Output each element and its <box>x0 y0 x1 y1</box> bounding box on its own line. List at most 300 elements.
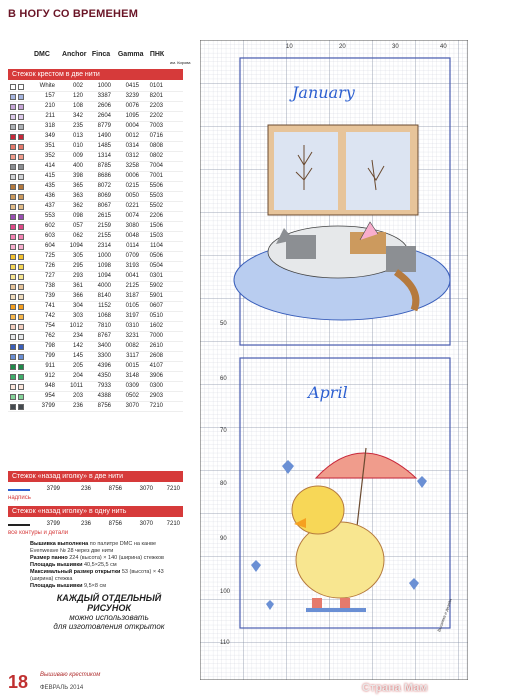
cell-gamma: 0050 <box>125 193 139 199</box>
cell-pnk: 5901 <box>149 293 163 299</box>
symbol-swatch <box>8 172 34 181</box>
cell-gamma: 0415 <box>125 83 139 89</box>
cell-pnk: 1503 <box>149 233 163 239</box>
cell-anchor: 366 <box>72 293 83 299</box>
callout-line4: для изготовления открыток <box>53 622 165 631</box>
cell-pnk: 0607 <box>149 303 163 309</box>
cell-pnk: 0506 <box>149 253 163 259</box>
cell-pnk: 0510 <box>149 313 163 319</box>
cell-finca: 4000 <box>97 283 111 289</box>
bs2-gamma: 3070 <box>139 486 153 492</box>
cell-finca: 8756 <box>97 403 111 409</box>
color-swatch <box>18 114 24 120</box>
bs2-anchor: 236 <box>80 486 91 492</box>
color-swatch <box>18 164 24 170</box>
color-swatch <box>18 264 24 270</box>
bs1-anchor: 236 <box>80 521 91 527</box>
symbol-swatch <box>8 382 34 391</box>
cell-dmc: 349 <box>44 133 55 139</box>
cell-pnk: 1506 <box>149 223 163 229</box>
cell-dmc: 352 <box>44 153 55 159</box>
cell-finca: 8069 <box>97 193 111 199</box>
cell-gamma: 3258 <box>125 163 139 169</box>
color-swatch <box>18 184 24 190</box>
cell-dmc: 948 <box>44 383 55 389</box>
cell-dmc: 437 <box>44 203 55 209</box>
cell-gamma: 0004 <box>125 123 139 129</box>
symbol-swatch <box>8 252 34 261</box>
cell-dmc: 318 <box>44 123 55 129</box>
bs2-dmc: 3799 <box>46 486 60 492</box>
info-line: Вышивка выполнена по палитре DMC на канве Evenweave № 28 через две нити <box>30 541 157 554</box>
cell-dmc: 414 <box>44 163 55 169</box>
cell-anchor: 234 <box>72 333 83 339</box>
cell-anchor: 062 <box>72 233 83 239</box>
watermark-logo: Страна Мам <box>362 682 428 694</box>
cell-anchor: 363 <box>72 193 83 199</box>
color-key-row <box>8 132 183 142</box>
bs2-note: надпись <box>8 495 31 501</box>
cell-pnk: 0716 <box>149 133 163 139</box>
cell-dmc: 351 <box>44 143 55 149</box>
cell-gamma: 0076 <box>125 103 139 109</box>
cell-pnk: 8201 <box>149 93 163 99</box>
color-swatch <box>10 144 16 150</box>
color-swatch <box>18 194 24 200</box>
col-dmc: DMC <box>34 51 50 58</box>
color-swatch <box>10 214 16 220</box>
color-swatch <box>18 384 24 390</box>
cell-anchor: 362 <box>72 203 83 209</box>
color-swatch <box>10 84 16 90</box>
symbol-swatch <box>8 342 34 351</box>
color-key-row <box>8 92 183 102</box>
color-key-row <box>8 222 183 232</box>
window-illustration <box>268 125 418 215</box>
color-swatch <box>10 304 16 310</box>
cell-anchor: 235 <box>72 123 83 129</box>
color-swatch <box>18 94 24 100</box>
cell-dmc: 799 <box>44 353 55 359</box>
color-swatch <box>18 84 24 90</box>
bs1-finca: 8756 <box>108 521 122 527</box>
color-swatch <box>18 144 24 150</box>
color-swatch <box>10 324 16 330</box>
cell-dmc: 912 <box>44 373 55 379</box>
symbol-swatch <box>8 332 34 341</box>
symbol-swatch <box>8 212 34 221</box>
color-swatch <box>10 164 16 170</box>
column-headers <box>34 51 174 58</box>
col-gamma: Gamma <box>117 51 144 58</box>
color-swatch <box>18 284 24 290</box>
backstitch-dark-line <box>8 524 30 526</box>
cell-finca: 8140 <box>97 293 111 299</box>
section-backstitch2-header: Стежок «назад иголку» в две нити <box>8 471 183 482</box>
section-backstitch1-header: Стежок «назад иголку» в одну нить <box>8 506 183 517</box>
cell-finca: 2155 <box>97 233 111 239</box>
cell-finca: 2604 <box>97 113 111 119</box>
cell-gamma: 0105 <box>125 303 139 309</box>
cell-dmc: 3799 <box>41 403 55 409</box>
color-swatch <box>10 344 16 350</box>
cell-finca: 8779 <box>97 123 111 129</box>
symbol-swatch <box>8 132 34 141</box>
color-swatch <box>18 244 24 250</box>
cell-finca: 1490 <box>97 133 111 139</box>
color-swatch <box>10 104 16 110</box>
cell-dmc: 553 <box>44 213 55 219</box>
cell-finca: 8067 <box>97 203 111 209</box>
cell-pnk: 0802 <box>149 153 163 159</box>
color-swatch <box>10 114 16 120</box>
color-key-row <box>8 362 183 372</box>
color-key-row <box>8 152 183 162</box>
color-key-row <box>8 232 183 242</box>
color-key-row <box>8 262 183 272</box>
cell-anchor: 303 <box>72 313 83 319</box>
color-swatch <box>18 234 24 240</box>
symbol-swatch <box>8 182 34 191</box>
color-key-row <box>8 282 183 292</box>
cell-pnk: 1602 <box>149 323 163 329</box>
cell-finca: 8072 <box>97 183 111 189</box>
cell-finca: 7810 <box>97 323 111 329</box>
cell-anchor: 098 <box>72 213 83 219</box>
color-swatch <box>18 354 24 360</box>
symbol-swatch <box>8 402 34 411</box>
cell-anchor: 009 <box>72 153 83 159</box>
color-swatch <box>10 204 16 210</box>
cell-anchor: 108 <box>72 103 83 109</box>
cell-anchor: 1094 <box>69 243 83 249</box>
section-cross-header: Стежок крестом в две нити <box>8 69 183 80</box>
cell-gamma: 0006 <box>125 173 139 179</box>
cell-gamma: 3239 <box>125 93 139 99</box>
symbol-swatch <box>8 242 34 251</box>
cell-finca: 8686 <box>97 173 111 179</box>
cell-pnk: 7000 <box>149 333 163 339</box>
cell-anchor: 204 <box>72 373 83 379</box>
cell-dmc: 415 <box>44 173 55 179</box>
cell-dmc: 435 <box>44 183 55 189</box>
info-line: Площадь вышивки 40,5×25,5 см <box>30 562 117 568</box>
bs1-note: все контуры и детали <box>8 530 69 536</box>
cell-dmc: 739 <box>44 293 55 299</box>
callout <box>24 593 194 631</box>
cell-finca: 3300 <box>97 353 111 359</box>
color-key-row <box>8 292 183 302</box>
symbol-swatch <box>8 372 34 381</box>
cell-pnk: 2608 <box>149 353 163 359</box>
cell-gamma: 0310 <box>125 323 139 329</box>
tick-side-50: 50 <box>220 321 227 327</box>
cell-gamma: 0012 <box>125 133 139 139</box>
tick-top-10: 10 <box>286 44 293 50</box>
cell-pnk: 2610 <box>149 343 163 349</box>
tick-side-60: 60 <box>220 376 227 382</box>
cell-finca: 7933 <box>97 383 111 389</box>
cell-gamma: 3148 <box>125 373 139 379</box>
color-swatch <box>18 324 24 330</box>
cell-finca: 1068 <box>97 313 111 319</box>
tick-side-80: 80 <box>220 481 227 487</box>
cell-pnk: 7001 <box>149 173 163 179</box>
symbol-swatch <box>8 262 34 271</box>
cell-pnk: 2206 <box>149 213 163 219</box>
color-swatch <box>18 154 24 160</box>
cell-finca: 1098 <box>97 263 111 269</box>
cell-anchor: 236 <box>72 403 83 409</box>
tick-side-70: 70 <box>220 428 227 434</box>
color-key-row <box>8 252 183 262</box>
cell-gamma: 3197 <box>125 313 139 319</box>
cell-finca: 4388 <box>97 393 111 399</box>
cell-pnk: 0808 <box>149 143 163 149</box>
color-swatch <box>10 254 16 260</box>
cell-finca: 4396 <box>97 363 111 369</box>
cell-pnk: 7210 <box>149 403 163 409</box>
cell-gamma: 0709 <box>125 253 139 259</box>
cell-anchor: 010 <box>72 143 83 149</box>
cell-gamma: 2125 <box>125 283 139 289</box>
symbol-swatch <box>8 272 34 281</box>
cell-pnk: 2903 <box>149 393 163 399</box>
page-title: В НОГУ СО ВРЕМЕНЕМ <box>8 8 139 20</box>
cell-pnk: 4107 <box>149 363 163 369</box>
symbol-swatch <box>8 92 34 101</box>
color-key-row <box>8 212 183 222</box>
cell-finca: 1000 <box>97 83 111 89</box>
cell-finca: 8767 <box>97 333 111 339</box>
cell-dmc: 436 <box>44 193 55 199</box>
color-swatch <box>10 244 16 250</box>
magazine-logo: Вышиваю крестиком <box>40 672 101 678</box>
color-swatch <box>10 134 16 140</box>
bs1-dmc: 3799 <box>46 521 60 527</box>
cell-anchor: 304 <box>72 303 83 309</box>
color-key-row <box>8 352 183 362</box>
color-key-row <box>8 162 183 172</box>
cell-gamma: 0015 <box>125 363 139 369</box>
callout-line1: КАЖДЫЙ ОТДЕЛЬНЫЙ <box>56 593 162 603</box>
color-swatch <box>10 184 16 190</box>
cell-anchor: 295 <box>72 263 83 269</box>
symbol-swatch <box>8 202 34 211</box>
tick-side-90: 90 <box>220 536 227 542</box>
color-key-row <box>8 322 183 332</box>
color-swatch <box>18 344 24 350</box>
color-swatch <box>10 334 16 340</box>
color-swatch <box>18 374 24 380</box>
label-april: April <box>308 383 348 402</box>
cell-gamma: 0502 <box>125 393 139 399</box>
cell-pnk: 5503 <box>149 193 163 199</box>
color-swatch <box>10 384 16 390</box>
label-january: January <box>292 83 355 102</box>
symbol-swatch <box>8 82 34 91</box>
color-swatch <box>18 214 24 220</box>
cell-anchor: 400 <box>72 163 83 169</box>
cell-gamma: 0221 <box>125 203 139 209</box>
color-key-row <box>8 342 183 352</box>
col-pnk: ПНК <box>149 51 165 58</box>
color-swatch <box>10 374 16 380</box>
cell-finca: 1314 <box>97 153 111 159</box>
cell-gamma: 0048 <box>125 233 139 239</box>
cell-dmc: 911 <box>45 363 55 369</box>
cell-pnk: 5902 <box>149 283 163 289</box>
cell-anchor: 305 <box>72 253 83 259</box>
color-key-row <box>8 182 183 192</box>
cell-finca: 1094 <box>97 273 111 279</box>
symbol-swatch <box>8 222 34 231</box>
symbol-swatch <box>8 192 34 201</box>
cell-gamma: 0215 <box>125 183 139 189</box>
cell-finca: 8785 <box>97 163 111 169</box>
color-swatch <box>10 94 16 100</box>
color-swatch <box>10 294 16 300</box>
color-key-row <box>8 192 183 202</box>
cell-dmc: 727 <box>44 273 55 279</box>
color-key-row <box>8 202 183 212</box>
bs1-pnk: 7210 <box>166 521 180 527</box>
cell-finca: 1000 <box>97 253 111 259</box>
color-swatch <box>10 284 16 290</box>
chart-svg <box>200 40 468 680</box>
cell-dmc: 211 <box>45 113 55 119</box>
bs2-finca: 8756 <box>108 486 122 492</box>
cell-anchor: 013 <box>72 133 83 139</box>
color-swatch <box>18 364 24 370</box>
color-swatch <box>18 254 24 260</box>
color-swatch <box>10 394 16 400</box>
page-number: 18 <box>8 672 29 692</box>
cell-dmc: 754 <box>44 323 55 329</box>
color-swatch <box>18 294 24 300</box>
cell-pnk: 1104 <box>150 243 163 249</box>
color-key-row <box>8 402 183 412</box>
cell-gamma: 0082 <box>125 343 139 349</box>
color-swatch <box>10 364 16 370</box>
symbol-swatch <box>8 112 34 121</box>
callout-line2: РИСУНОК <box>87 603 131 613</box>
color-swatch <box>18 104 24 110</box>
cell-anchor: 145 <box>72 353 83 359</box>
cell-anchor: 365 <box>72 183 83 189</box>
cell-gamma: 0041 <box>125 273 139 279</box>
color-swatch <box>18 394 24 400</box>
color-key-row <box>8 122 183 132</box>
cell-finca: 1485 <box>97 143 111 149</box>
cell-pnk: 2202 <box>149 113 163 119</box>
color-swatch <box>10 404 16 410</box>
symbol-swatch <box>8 162 34 171</box>
color-key-row <box>8 242 183 252</box>
color-key-row <box>8 272 183 282</box>
cell-gamma: 0114 <box>126 243 139 249</box>
cell-gamma: 0314 <box>125 143 139 149</box>
color-swatch <box>10 124 16 130</box>
bs1-gamma: 3070 <box>139 521 153 527</box>
color-key-row <box>8 372 183 382</box>
color-swatch <box>10 354 16 360</box>
color-key-row <box>8 312 183 322</box>
col-anchor: Anchor <box>61 51 87 58</box>
cell-anchor: 205 <box>72 363 83 369</box>
info-line: Максимальный размер открытки 53 (высота) × 43 (ширина) стежка <box>30 569 164 582</box>
cell-dmc: 157 <box>44 93 55 99</box>
color-key-row <box>8 142 183 152</box>
cell-gamma: 3231 <box>125 333 139 339</box>
symbol-swatch <box>8 122 34 131</box>
cell-anchor: 002 <box>72 83 83 89</box>
cell-finca: 1152 <box>98 303 111 309</box>
cell-gamma: 3187 <box>125 293 139 299</box>
color-swatch <box>10 264 16 270</box>
cell-anchor: 142 <box>72 343 83 349</box>
cell-pnk: 2203 <box>149 103 163 109</box>
color-swatch <box>10 174 16 180</box>
color-key-row <box>8 382 183 392</box>
symbol-swatch <box>8 302 34 311</box>
backstitch1-row <box>8 520 183 529</box>
cell-anchor: 293 <box>72 273 83 279</box>
tick-side-100: 100 <box>220 589 231 595</box>
cell-anchor: 057 <box>72 223 83 229</box>
cell-finca: 2615 <box>97 213 111 219</box>
cell-dmc: 741 <box>44 303 55 309</box>
cell-dmc: 726 <box>44 263 55 269</box>
color-key-row <box>8 332 183 342</box>
cell-gamma: 0309 <box>125 383 139 389</box>
cell-pnk: 5506 <box>149 183 163 189</box>
symbol-swatch <box>8 232 34 241</box>
info-block <box>30 541 180 590</box>
chart-credit: Вышивка и дизайн <box>436 598 453 633</box>
symbol-swatch <box>8 282 34 291</box>
cell-gamma: 3070 <box>125 403 139 409</box>
cell-pnk: 5502 <box>149 203 163 209</box>
cell-dmc: 742 <box>44 313 55 319</box>
cell-gamma: 3080 <box>125 223 139 229</box>
color-swatch <box>10 274 16 280</box>
callout-line3: можно использовать <box>69 613 149 622</box>
color-swatch <box>18 314 24 320</box>
backstitch2-row <box>8 485 183 494</box>
cell-pnk: 0504 <box>149 263 163 269</box>
cell-anchor: 1012 <box>69 323 83 329</box>
color-swatch <box>18 334 24 340</box>
color-swatch <box>10 154 16 160</box>
color-key-row <box>8 82 183 92</box>
cell-pnk: 3906 <box>149 373 163 379</box>
cell-finca: 2314 <box>97 243 111 249</box>
col-finca: Finca <box>91 51 111 58</box>
symbol-swatch <box>8 362 34 371</box>
cell-finca: 3387 <box>97 93 111 99</box>
cell-gamma: 0312 <box>125 153 139 159</box>
tick-top-40: 40 <box>440 44 447 50</box>
cell-dmc: 603 <box>44 233 55 239</box>
symbol-swatch <box>8 392 34 401</box>
info-line: Размер панно 224 (высота) × 140 (ширина) стежков <box>30 555 164 561</box>
cell-dmc: White <box>39 83 55 89</box>
cell-dmc: 762 <box>44 333 55 339</box>
color-key-row <box>8 302 183 312</box>
cell-pnk: 0101 <box>149 83 163 89</box>
color-key-row <box>8 102 183 112</box>
